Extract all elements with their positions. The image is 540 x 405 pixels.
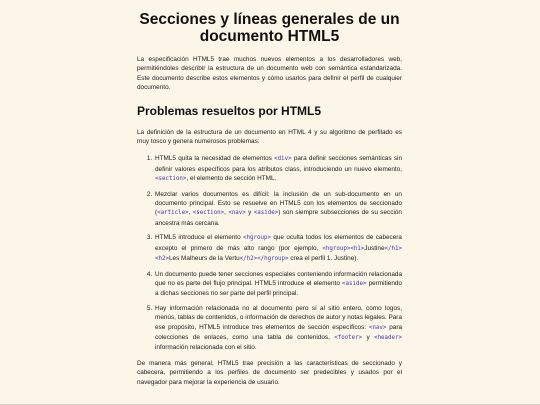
code-snippet: <hgroup><h1> bbox=[322, 245, 365, 252]
list-item-text: Un documento puede tener secciones especiales conteniendo información relacionada que no es parte del flujo principal. HTML5 introduce el elemento bbox=[155, 270, 402, 287]
code-snippet: </h2></hgroup> bbox=[239, 256, 289, 263]
list-item-text: HTML5 quita la necesidad de elementos bbox=[155, 155, 275, 163]
list-item bbox=[154, 270, 402, 299]
code-snippet: <hgroup> bbox=[243, 235, 271, 242]
list-item-text: HTML5 introduce el elemento bbox=[155, 234, 244, 242]
code-snippet: <nav> bbox=[228, 210, 246, 217]
list-item bbox=[154, 233, 402, 264]
code-snippet: <div> bbox=[274, 156, 292, 163]
list-item bbox=[154, 190, 402, 229]
list-item-text: Hay información relacionada no al documento pero sí al sitio entero, como logos, menús, tablas de contenidos, o información de derechos de autor y notas legales. Para ese propósito, HTML5 introduce tres elementos de sección específicos: bbox=[155, 304, 402, 331]
list-item-text: que oculta todos los elementos de cabecera excepto el primero de más alto rango (por ejemplo, bbox=[155, 234, 402, 252]
code-snippet: <nav> bbox=[368, 324, 387, 331]
list-item-text: crea el perfil 1. Justine). bbox=[288, 255, 359, 263]
code-snippet: <section> bbox=[192, 210, 225, 217]
closing-paragraph: De manera más general, HTML5 trae precisión a las características de seccionado y cabecera, permitiendo a los perfiles de documento ser predecibles y usados por el navegador para mejorar la experiencia de usuario. bbox=[137, 359, 402, 386]
list-item bbox=[154, 154, 402, 184]
list-item-text: , bbox=[224, 209, 229, 217]
list-item-text: , bbox=[188, 209, 193, 217]
section-heading: Problemas resueltos por HTML5 bbox=[137, 103, 322, 118]
code-snippet: <aside> bbox=[342, 280, 367, 287]
code-snippet: <header> bbox=[374, 334, 402, 341]
list-item-text: para colecciones de enlaces, como una tabla de contenidos, bbox=[155, 323, 402, 341]
list-item-text: información relacionada con el sitio. bbox=[155, 344, 257, 352]
lead-paragraph: La definición de la estructura de un documento en HTML 4 y su algoritmo de perfilado es muy tosco y genera numerosos problemas: bbox=[137, 128, 402, 146]
list-item-text: Mezclar varios documentos es difícil: la inclusión de un sub-documento en un documento principal. Esto se resuelve en HTML5 con los elementos de seccionado ( bbox=[155, 190, 402, 217]
list-item-text: para definir secciones semánticas sin definir valores específicos para los atributos class, introduciendo un nuevo elemento, bbox=[155, 155, 402, 173]
list-item-text: y bbox=[245, 209, 254, 217]
intro-paragraph: La especificación HTML5 trae muchos nuevos elementos a los desarrolladores web, permitiéndoles describir la estructura de un documento web con semántica estandarizada. Este documento describe estos elementos y cómo usarlos para definir el perfil de cualquier documento. bbox=[137, 56, 402, 92]
list-item-text: ) son siempre subsecciones de su sección ancestra más cercana. bbox=[155, 209, 402, 227]
article-content bbox=[137, 11, 402, 387]
problem-list bbox=[137, 154, 402, 352]
list-item-text: permitiendo a dichas secciones no ser parte del perfil principal. bbox=[155, 279, 402, 298]
code-snippet: <article> bbox=[157, 210, 189, 217]
code-snippet: <footer> bbox=[334, 334, 363, 341]
code-snippet: <section> bbox=[155, 176, 187, 183]
page-title: Secciones y líneas generales de un documento HTML5 bbox=[139, 11, 400, 45]
list-item-text: Justine bbox=[364, 244, 385, 252]
list-item-text: y bbox=[362, 333, 375, 341]
list-item-text: Les Malheurs de la Vertu bbox=[168, 255, 240, 263]
code-snippet: <aside> bbox=[253, 210, 279, 217]
code-snippet: </h1><h2> bbox=[155, 245, 402, 263]
list-item bbox=[154, 304, 402, 353]
list-item-text: , el elemento de sección HTML. bbox=[186, 175, 277, 183]
